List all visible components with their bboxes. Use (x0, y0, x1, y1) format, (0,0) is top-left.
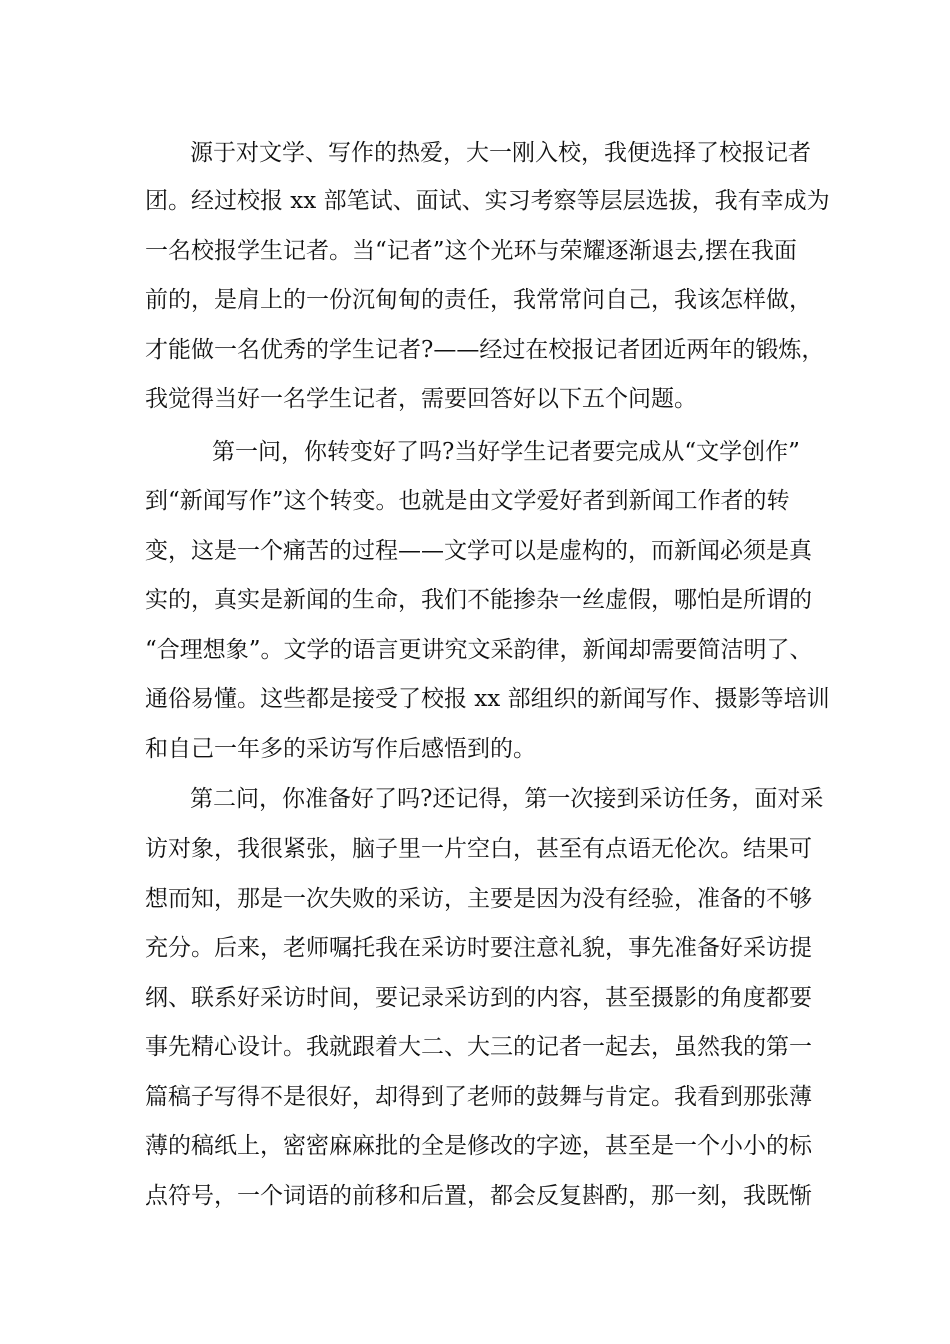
paragraph-3-line-1: 第二问，你准备好了吗?还记得，第一次接到采访任务，面对采 (190, 786, 824, 812)
paragraph-2-line-5: “合理想象”。文学的语言更讲究文采韵律，新闻却需要简洁明了、 (145, 637, 813, 663)
paragraph-1-line-5: 才能做一名优秀的学生记者?——经过在校报记者团近两年的锻炼， (145, 337, 825, 363)
paragraph-1-line-6: 我觉得当好一名学生记者，需要回答好以下五个问题。 (145, 386, 697, 412)
paragraph-1-line-3: 一名校报学生记者。当“记者”这个光环与荣耀逐渐退去,摆在我面 (145, 238, 797, 264)
paragraph-3-line-5: 纲、联系好采访时间，要记录采访到的内容，甚至摄影的角度都要 (145, 985, 812, 1011)
paragraph-1-line-4: 前的，是肩上的一份沉甸甸的责任，我常常问自己，我该怎样做， (145, 287, 812, 313)
paragraph-1-line-2: 团。经过校报 xx 部笔试、面试、实习考察等层层选拔，我有幸成为 (145, 188, 830, 214)
paragraph-2-line-2: 到“新闻写作”这个转变。也就是由文学爱好者到新闻工作者的转 (145, 488, 790, 514)
paragraph-3-line-8: 薄的稿纸上，密密麻麻批的全是修改的字迹，甚至是一个小小的标 (145, 1133, 812, 1159)
paragraph-2-line-1: 第一问，你转变好了吗?当好学生记者要完成从“文学创作” (212, 439, 800, 465)
paragraph-2-line-7: 和自己一年多的采访写作后感悟到的。 (145, 736, 536, 762)
paragraph-1-line-1: 源于对文学、写作的热爱，大一刚入校，我便选择了校报记者 (190, 140, 811, 166)
paragraph-3-line-2: 访对象，我很紧张，脑子里一片空白，甚至有点语无伦次。结果可 (145, 836, 812, 862)
paragraph-3-line-4: 充分。后来，老师嘱托我在采访时要注意礼貌，事先准备好采访提 (145, 935, 812, 961)
paragraph-3-line-6: 事先精心设计。我就跟着大二、大三的记者一起去，虽然我的第一 (145, 1034, 812, 1060)
paragraph-2-line-3: 变，这是一个痛苦的过程——文学可以是虚构的，而新闻必须是真 (145, 538, 812, 564)
paragraph-2-line-6: 通俗易懂。这些都是接受了校报 xx 部组织的新闻写作、摄影等培训 (145, 686, 830, 712)
paragraph-3-line-9: 点符号，一个词语的前移和后置，都会反复斟酌，那一刻，我既惭 (145, 1183, 812, 1209)
paragraph-2-line-4: 实的，真实是新闻的生命，我们不能掺杂一丝虚假，哪怕是所谓的 (145, 587, 812, 613)
paragraph-3-line-7: 篇稿子写得不是很好，却得到了老师的鼓舞与肯定。我看到那张薄 (145, 1084, 812, 1110)
paragraph-3-line-3: 想而知，那是一次失败的采访，主要是因为没有经验，准备的不够 (145, 886, 812, 912)
